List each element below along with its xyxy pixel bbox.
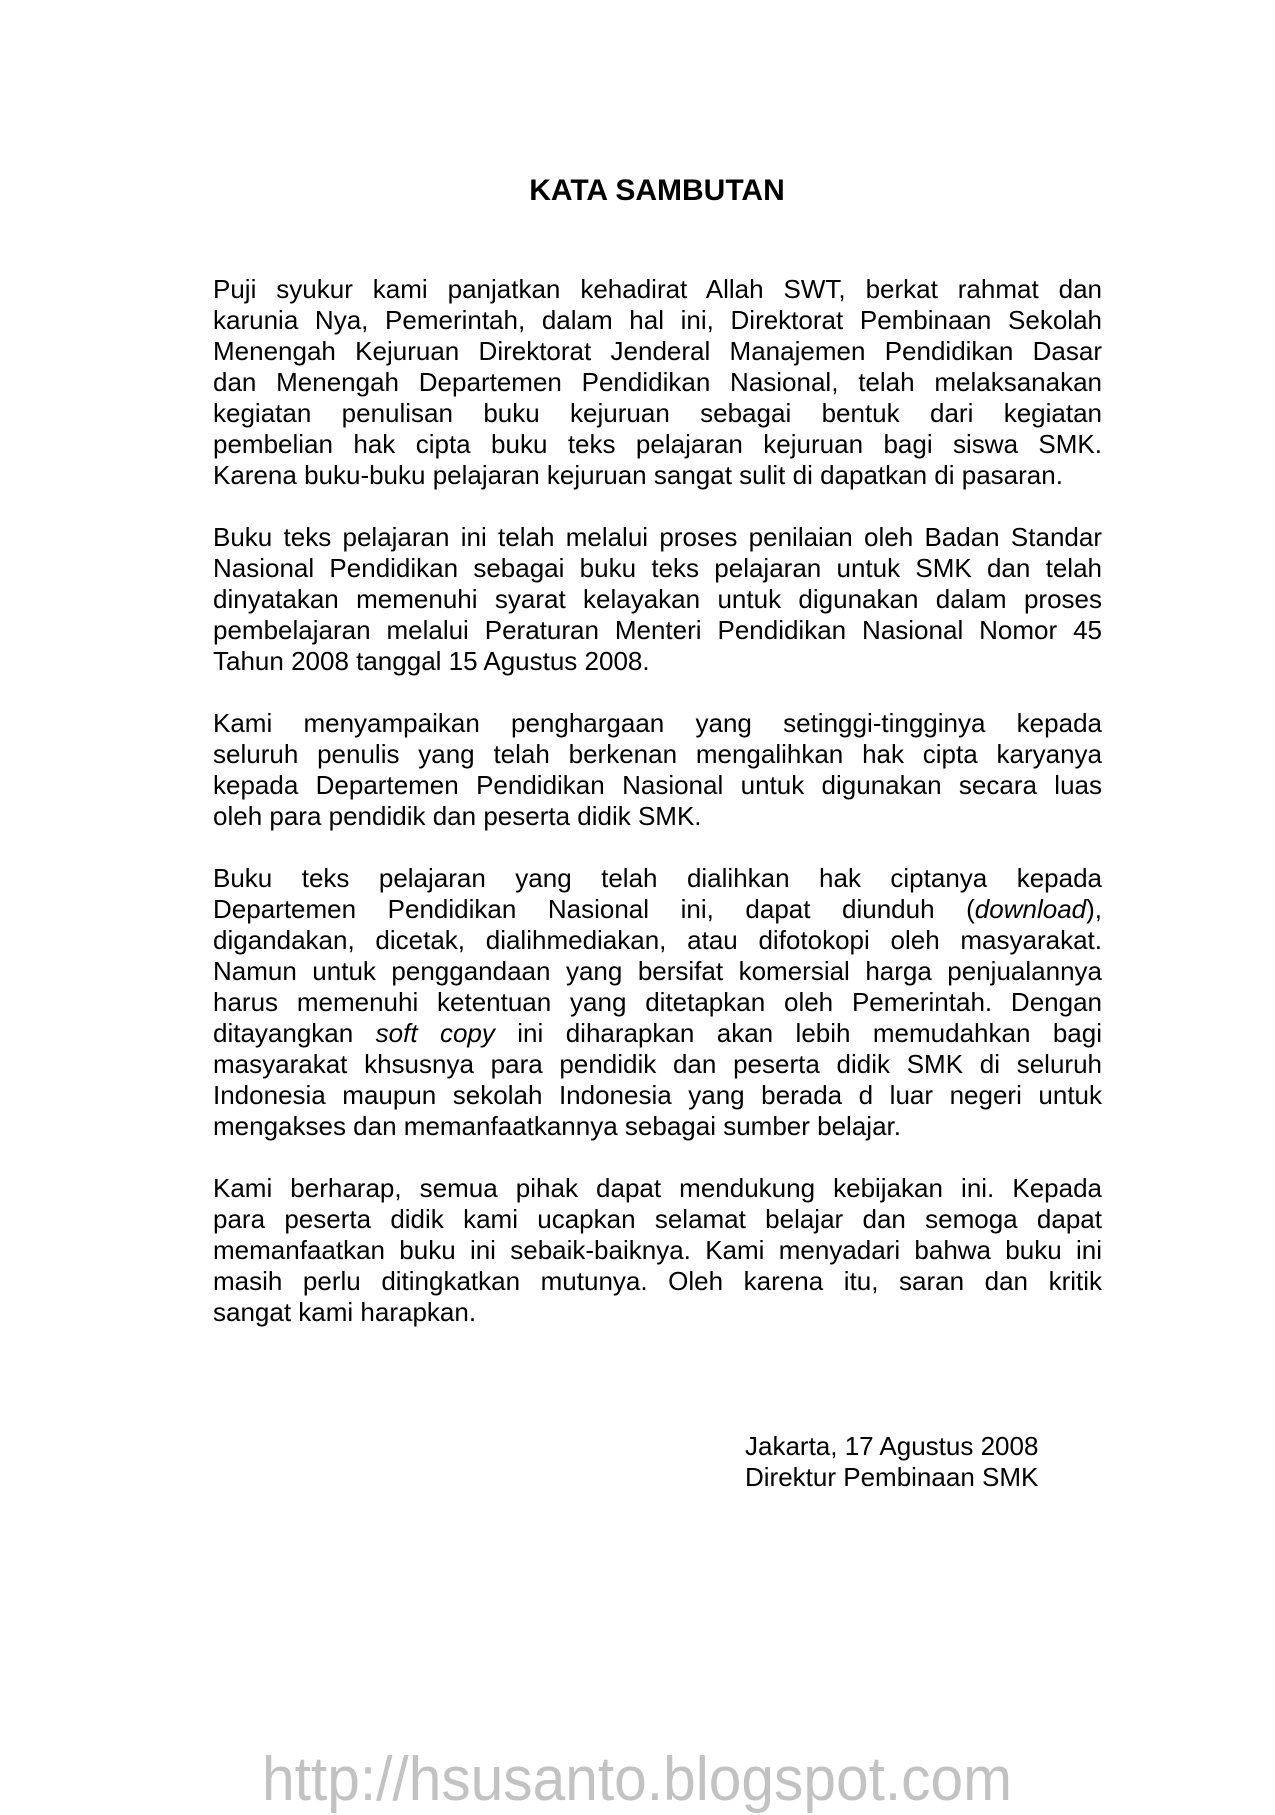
text-line: Menengah Kejuruan Direktorat Jenderal Manajemen Pendidikan Dasar: [213, 336, 1102, 366]
text-line: dan Menengah Departemen Pendidikan Nasional, telah melaksanakan: [213, 367, 1102, 397]
text-line: [213, 894, 1102, 925]
signature-block: [745, 1431, 1038, 1493]
text-line: Namun untuk penggandaan yang bersifat komersial harga penjualannya: [213, 956, 1102, 986]
text-line: Buku teks pelajaran yang telah dialihkan hak ciptanya kepada: [213, 863, 1102, 893]
text-line: harus memenuhi ketentuan yang ditetapkan oleh Pemerintah. Dengan: [213, 987, 1102, 1017]
text-run: ),: [1086, 894, 1102, 924]
paragraph-2: [213, 522, 1102, 677]
text-line: oleh para pendidik dan peserta didik SMK.: [213, 801, 702, 831]
text-line: sangat kami harapkan.: [213, 1297, 477, 1327]
text-line: masyarakat khsusnya para pendidik dan peserta didik SMK di seluruh: [213, 1049, 1102, 1079]
text-line: seluruh penulis yang telah berkenan mengalihkan hak cipta karyanya: [213, 739, 1102, 769]
footer-watermark-url: http://hsusanto.blogspot.com: [262, 1745, 1012, 1814]
text-line: karunia Nya, Pemerintah, dalam hal ini, Direktorat Pembinaan Sekolah: [213, 305, 1102, 335]
text-line: Puji syukur kami panjatkan kehadirat Allah SWT, berkat rahmat dan: [213, 274, 1102, 304]
text-run: ini diharapkan akan lebih memudahkan bagi: [494, 1018, 1102, 1048]
text-line: kepada Departemen Pendidikan Nasional untuk digunakan secara luas: [213, 770, 1102, 800]
text-line: masih perlu ditingkatkan mutunya. Oleh karena itu, saran dan kritik: [213, 1266, 1102, 1296]
text-line: mengakses dan memanfaatkannya sebagai sumber belajar.: [213, 1111, 901, 1141]
text-line: Kami menyampaikan penghargaan yang setinggi-tingginya kepada: [213, 708, 1102, 738]
text-line: Indonesia maupun sekolah Indonesia yang berada d luar negeri untuk: [213, 1080, 1102, 1110]
italic-term: soft copy: [375, 1018, 495, 1048]
text-line: para peserta didik kami ucapkan selamat belajar dan semoga dapat: [213, 1204, 1102, 1234]
signature-position: Direktur Pembinaan SMK: [745, 1462, 1039, 1492]
letter-body: [213, 274, 1102, 1359]
text-run: ditayangkan: [213, 1018, 376, 1048]
text-line: digandakan, dicetak, dialihmediakan, atau difotokopi oleh masyarakat.: [213, 925, 1102, 955]
text-run: Departemen Pendidikan Nasional ini, dapat diunduh (: [213, 894, 975, 924]
italic-term: download: [974, 894, 1087, 924]
text-line: memanfaatkan buku ini sebaik-baiknya. Kami menyadari bahwa buku ini: [213, 1235, 1102, 1265]
text-line: Tahun 2008 tanggal 15 Agustus 2008.: [213, 646, 650, 676]
paragraph-1: [213, 274, 1102, 491]
paragraph-3: [213, 708, 1102, 832]
text-line: Buku teks pelajaran ini telah melalui proses penilaian oleh Badan Standar: [213, 522, 1102, 552]
signature-place-date: Jakarta, 17 Agustus 2008: [745, 1431, 1039, 1461]
text-line: Kami berharap, semua pihak dapat mendukung kebijakan ini. Kepada: [213, 1173, 1102, 1203]
text-line: [213, 1018, 1102, 1049]
page-title: KATA SAMBUTAN: [529, 174, 785, 207]
text-line: pembelajaran melalui Peraturan Menteri Pendidikan Nasional Nomor 45: [213, 615, 1102, 645]
text-line: pembelian hak cipta buku teks pelajaran kejuruan bagi siswa SMK.: [213, 429, 1102, 459]
text-line: dinyatakan memenuhi syarat kelayakan untuk digunakan dalam proses: [213, 584, 1102, 614]
text-line: Karena buku-buku pelajaran kejuruan sangat sulit di dapatkan di pasaran.: [213, 460, 1063, 490]
paragraph-4: [213, 863, 1102, 1142]
text-line: kegiatan penulisan buku kejuruan sebagai bentuk dari kegiatan: [213, 398, 1102, 428]
paragraph-5: [213, 1173, 1102, 1328]
text-line: Nasional Pendidikan sebagai buku teks pelajaran untuk SMK dan telah: [213, 553, 1102, 583]
